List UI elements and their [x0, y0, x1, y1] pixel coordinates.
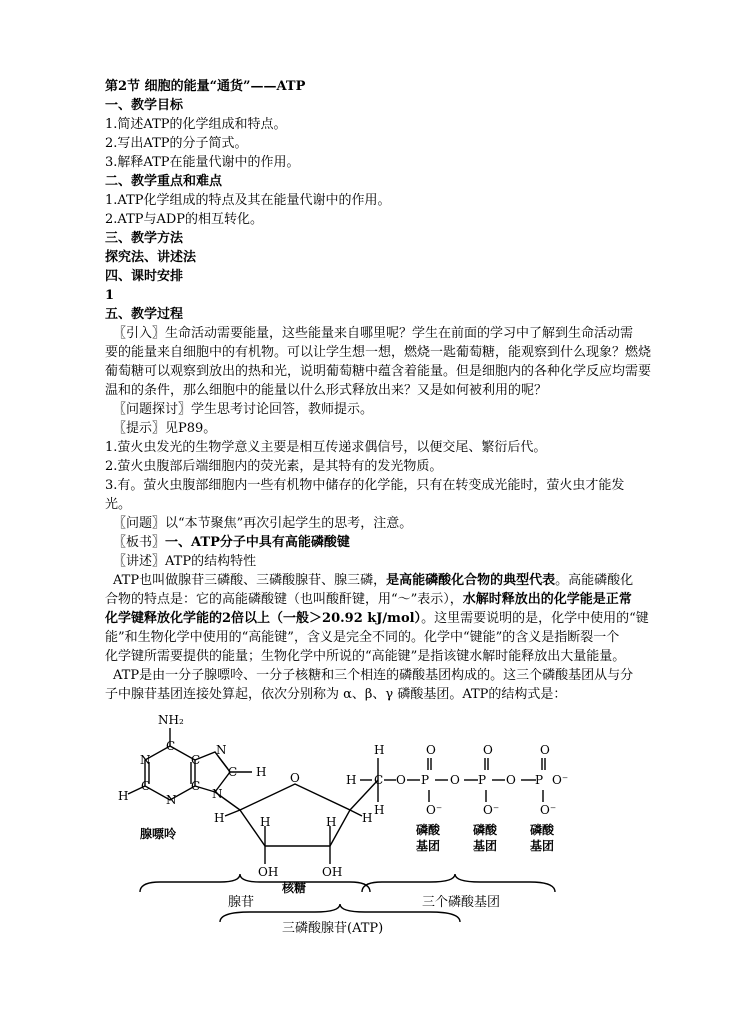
- label-phos-1b: 基团: [416, 839, 441, 853]
- para-line: 子中腺苷基团连接处算起，依次分别称为 α、β、γ 磷酸基团。ATP的结构式是：: [105, 687, 567, 702]
- para-line: [113, 572, 713, 590]
- para-line: ATP是由一分子腺嘌呤、一分子核糖和三个相连的磷酸基团构成的。这三个磷酸基团从与分: [113, 668, 634, 683]
- svg-text:H: H: [260, 815, 271, 829]
- answer-item: 2.萤火虫腹部后端细胞内的荧光素，是其特有的发光物质。: [105, 459, 443, 474]
- svg-text:P: P: [478, 773, 487, 787]
- svg-text:O⁻: O⁻: [483, 803, 500, 817]
- text-run: 。高能磷酸化: [555, 573, 634, 588]
- answer-item: 3.有。萤火虫腹部细胞内一些有机物中储存的化学能，只有在转变成光能时，萤火虫才能发: [105, 478, 625, 493]
- question-text: 〖问题〗以“本节聚焦”再次引起学生的思考，注意。: [113, 516, 413, 531]
- svg-text:H: H: [256, 765, 267, 779]
- label-phos-2: 磷酸: [473, 823, 498, 837]
- label-phos-3b: 基团: [530, 839, 555, 853]
- svg-text:P: P: [535, 773, 544, 787]
- svg-text:NH₂: NH₂: [158, 713, 184, 727]
- intro-line: 要的能量来自细胞中的有机物。可以让学生想一想，燃烧一匙葡萄糖，能观察到什么现象？燃烧: [105, 345, 652, 360]
- svg-text:H: H: [118, 789, 129, 803]
- label-phos-2b: 基团: [473, 839, 498, 853]
- svg-text:H: H: [346, 773, 357, 787]
- svg-text:N: N: [212, 787, 223, 801]
- label-atp: 三磷酸腺苷(ATP): [282, 921, 384, 936]
- svg-text:C: C: [141, 779, 151, 793]
- svg-text:H: H: [362, 811, 373, 825]
- svg-text:O: O: [426, 743, 436, 757]
- svg-text:O⁻: O⁻: [552, 773, 569, 787]
- atp-structure-diagram: [100, 706, 600, 936]
- svg-text:C: C: [374, 773, 384, 787]
- label-three-phosphates: 三个磷酸基团: [422, 895, 501, 910]
- para-line: [105, 610, 705, 628]
- goal-item: 1.简述ATP的化学组成和特点。: [105, 117, 287, 132]
- goal-item: 3.解释ATP在能量代谢中的作用。: [105, 155, 300, 170]
- text-run-bold: 化学键释放化学能的2倍以上（一般＞20.92 kJ/mol）: [105, 611, 422, 626]
- label-adenine: 腺嘌呤: [140, 827, 177, 841]
- heading-goals: 一、教学目标: [105, 98, 184, 113]
- methods-text: 探究法、讲述法: [105, 250, 197, 265]
- answer-item: 光。: [105, 497, 132, 512]
- key-item: 2.ATP与ADP的相互转化。: [105, 212, 264, 227]
- board-heading: 一、ATP分子中具有高能磷酸键: [165, 535, 350, 550]
- intro-line: 〖引入〗生命活动需要能量，这些能量来自哪里呢？学生在前面的学习中了解到生命活动需: [113, 326, 634, 341]
- intro-line: 温和的条件，那么细胞中的能量以什么形式释放出来？又是如何被利用的呢？: [105, 383, 548, 398]
- text-run: ATP也叫做腺苷三磷酸、三磷酸腺苷、腺三磷，: [113, 573, 387, 588]
- svg-text:OH: OH: [322, 865, 343, 879]
- svg-text:OH: OH: [258, 865, 279, 879]
- label-ribose: 核糖: [282, 881, 307, 895]
- svg-text:O: O: [506, 773, 516, 787]
- text-run-bold: 水解时释放出的化学能是正常: [462, 592, 632, 607]
- svg-text:P: P: [421, 773, 430, 787]
- heading-methods: 三、教学方法: [105, 231, 184, 246]
- heading-hours: 四、课时安排: [105, 269, 184, 284]
- board-prefix: 〖板书〗: [113, 535, 166, 550]
- section-title: 第2节 细胞的能量“通货”——ATP: [105, 79, 306, 94]
- text-run: 合物的特点是：它的高能磷酸键（也叫酸酐键，用“～”表示），: [105, 592, 463, 607]
- para-line: 化学键所需要提供的能量；生物化学中所说的“高能键”是指该键水解时能释放出大量能量。: [105, 649, 626, 664]
- key-item: 1.ATP化学组成的特点及其在能量代谢中的作用。: [105, 193, 391, 208]
- board-line: [113, 534, 713, 552]
- label-phos-1: 磷酸: [416, 823, 441, 837]
- svg-text:C: C: [191, 753, 201, 767]
- svg-text:N: N: [140, 753, 151, 767]
- label-adenosine: 腺苷: [228, 895, 255, 910]
- svg-text:H: H: [374, 803, 385, 817]
- answer-item: 1.萤火虫发光的生物学意义主要是相互传递求偶信号，以便交尾、繁衍后代。: [105, 440, 547, 455]
- heading-process: 五、教学过程: [105, 307, 184, 322]
- svg-text:O: O: [396, 773, 406, 787]
- hours-text: 1: [105, 288, 115, 303]
- text-run-bold: 是高能磷酸化合物的典型代表: [386, 573, 556, 588]
- para-line: 能”和生物化学中使用的“高能键”，含义是完全不同的。化学中“键能”的含义是指断裂一个: [105, 630, 620, 645]
- svg-text:O⁻: O⁻: [540, 803, 557, 817]
- label-phos-3: 磷酸: [530, 823, 555, 837]
- para-line: [105, 591, 705, 609]
- goal-item: 2.写出ATP的分子简式。: [105, 136, 248, 151]
- svg-text:C: C: [191, 779, 201, 793]
- intro-line: 葡萄糖可以观察到放出的热和光，说明葡萄糖中蕴含着能量。但是细胞内的各种化学反应均需要: [105, 364, 652, 379]
- heading-keys: 二、教学重点和难点: [105, 174, 223, 189]
- svg-text:N: N: [216, 743, 227, 757]
- svg-text:O: O: [290, 771, 300, 785]
- svg-text:C: C: [166, 739, 176, 753]
- discuss-text: 〖问题探讨〗学生思考讨论回答，教师提示。: [113, 402, 374, 417]
- svg-text:O⁻: O⁻: [426, 803, 443, 817]
- svg-text:N: N: [166, 793, 177, 807]
- svg-text:H: H: [374, 743, 385, 757]
- svg-text:O: O: [450, 773, 460, 787]
- svg-text:O: O: [483, 743, 493, 757]
- svg-text:H: H: [326, 815, 337, 829]
- hint-text: 〖提示〗见P89。: [113, 421, 217, 436]
- svg-text:C: C: [228, 765, 238, 779]
- text-run: 。这里需要说明的是，化学中使用的“键: [421, 611, 649, 626]
- svg-text:H: H: [214, 811, 225, 825]
- lecture-text: 〖讲述〗ATP的结构特性: [113, 554, 257, 569]
- svg-text:O: O: [540, 743, 550, 757]
